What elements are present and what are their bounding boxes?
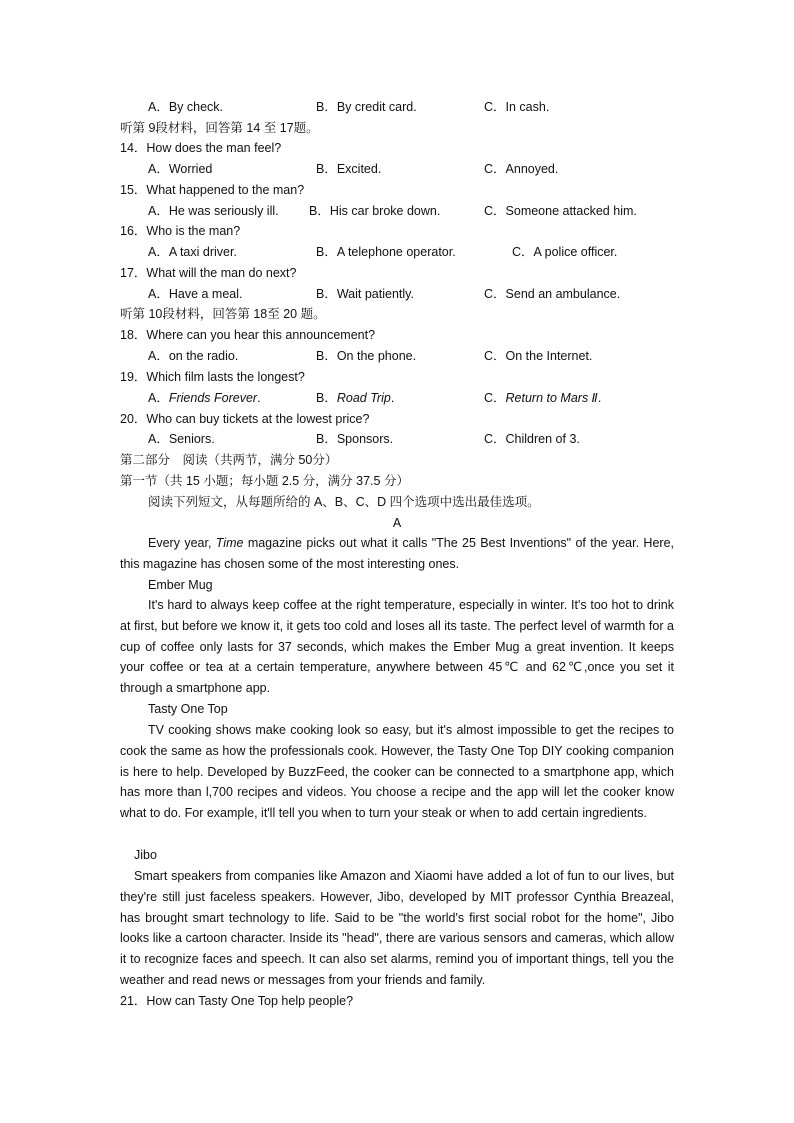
q17-stem: 17．What will the man do next? xyxy=(120,266,297,280)
q14-stem: 14．How does the man feel? xyxy=(120,141,282,155)
part-2-section-1-title: 第一节（共 15 小题；每小题 2.5 分，满分 37.5 分） xyxy=(120,474,409,488)
tasty-one-top-title: Tasty One Top xyxy=(148,702,228,716)
q13-options xyxy=(148,99,708,115)
q19-option-a xyxy=(148,390,261,406)
q19-option-b-prefix: B． xyxy=(316,391,337,405)
q18-option-b: B．On the phone. xyxy=(316,349,417,363)
time-magazine-name: Time xyxy=(215,536,244,550)
q14-option-b: B．Excited. xyxy=(316,162,382,176)
q17-option-a: A．Have a meal. xyxy=(148,287,243,301)
passage-label: A xyxy=(392,516,402,530)
q19-option-c xyxy=(484,390,601,406)
q16-stem: 16．Who is the man? xyxy=(120,224,241,238)
q16-option-b: B．A telephone operator. xyxy=(316,245,456,259)
q20-option-a: A．Seniors. xyxy=(148,432,215,446)
q20-option-c: C．Children of 3. xyxy=(484,432,580,446)
part-2-title: 第二部分 阅读（共两节，满分 50分） xyxy=(120,453,338,467)
q16-option-c: C．A police officer. xyxy=(512,245,618,259)
q13-option-a: A．By check. xyxy=(148,100,224,114)
q21-stem: 21．How can Tasty One Top help people? xyxy=(120,994,354,1008)
q13-option-b: B．By credit card. xyxy=(316,100,417,114)
q19-option-a-prefix: A． xyxy=(148,391,169,405)
q19-option-b-title: Road Trip xyxy=(336,391,391,405)
q20-options xyxy=(148,431,708,447)
tasty-one-top-paragraph xyxy=(120,720,674,824)
q20-stem: 20．Who can buy tickets at the lowest price? xyxy=(120,412,370,426)
q14-option-c: C．Annoyed. xyxy=(484,162,559,176)
q15-option-c: C．Someone attacked him. xyxy=(484,204,637,218)
jibo-title: Jibo xyxy=(134,848,157,862)
q19-options xyxy=(148,390,708,406)
jibo-paragraph xyxy=(120,866,674,991)
ember-mug-text: It's hard to always keep coffee at the right temperature, especially in winter. It's too hot to drink at first, but before we know it, it gets too cold and loses all its taste. The perfect level of warmth for a cup of coffee only lasts for 37 seconds, which makes the Ember Mug a great invention. It keeps your coffee or tea at a certain temperature, anywhere between 45℃ and 62℃,once you set it through a smartphone app. xyxy=(120,598,674,696)
q15-option-b: B．His car broke down. xyxy=(309,204,441,218)
q20-option-b: B．Sponsors. xyxy=(316,432,394,446)
section-9-heading: 听第 9段材料，回答第 14 至 17题。 xyxy=(120,121,319,135)
q17-option-c: C．Send an ambulance. xyxy=(484,287,621,301)
q19-option-c-suffix: . xyxy=(597,391,602,405)
q15-option-a: A．He was seriously ill. xyxy=(148,204,279,218)
q17-option-b: B．Wait patiently. xyxy=(316,287,414,301)
ember-mug-title: Ember Mug xyxy=(148,578,213,592)
jibo-text: Smart speakers from companies like Amazon and Xiaomi have added a lot of fun to our lives, but they're still just faceless speakers. However, Jibo, developed by MIT professor Cynthia Breazeal, has brought smart technology to life. Said to be "the world's first social robot for the home", Jibo looks like a cartoon character. Inside its "head", there are various sensors and cameras, which allow it to recognize faces and speech. It can also set alarms, remind you of important things, tell you the weather and read news or messages from your friends and family. xyxy=(120,869,674,987)
q13-option-c: C．In cash. xyxy=(484,100,550,114)
q18-option-c: C．On the Internet. xyxy=(484,349,593,363)
passage-intro-pre: Every year, xyxy=(148,536,216,550)
q16-options xyxy=(148,244,708,260)
q19-option-a-suffix: . xyxy=(257,391,261,405)
q18-options xyxy=(148,348,708,364)
q14-options xyxy=(148,161,708,177)
q16-option-a: A．A taxi driver. xyxy=(148,245,237,259)
passage-intro-post: magazine picks out what it calls "The 25 Best Inventions" of the year. Here, this magazine has chosen some of the most interesting ones. xyxy=(120,536,674,571)
passage-intro xyxy=(120,533,674,575)
q17-options xyxy=(148,286,708,302)
q19-option-c-title: Return to Mars Ⅱ xyxy=(505,391,598,405)
q18-option-a: A．on the radio. xyxy=(148,349,239,363)
q19-stem: 19．Which film lasts the longest? xyxy=(120,370,305,384)
q15-stem: 15．What happened to the man? xyxy=(120,183,305,197)
reading-instruction: 阅读下列短文，从每题所给的 A、B、C、D 四个选项中选出最佳选项。 xyxy=(148,495,540,509)
q15-options xyxy=(148,203,708,219)
q19-option-c-prefix: C． xyxy=(484,391,506,405)
ember-mug-paragraph xyxy=(120,595,674,699)
q18-stem: 18．Where can you hear this announcement? xyxy=(120,328,376,342)
q14-option-a: A．Worried xyxy=(148,162,213,176)
section-10-heading: 听第 10段材料，回答第 18至 20 题。 xyxy=(120,307,326,321)
q19-option-b xyxy=(316,390,394,406)
q19-option-a-title: Friends Forever xyxy=(168,391,258,405)
q19-option-b-suffix: . xyxy=(390,391,395,405)
tasty-one-top-text: TV cooking shows make cooking look so easy, but it's almost impossible to get the recipes to cook the same as how the professionals cook. However, the Tasty One Top DIY cooking companion is here to help. Developed by BuzzFeed, the cooker can be connected to a smartphone app, which has more than l,700 recipes and videos. You choose a recipe and the app will let the cooker know what to do. For example, it'll tell you when to turn your steak or when to add certain ingredients. xyxy=(120,723,674,821)
